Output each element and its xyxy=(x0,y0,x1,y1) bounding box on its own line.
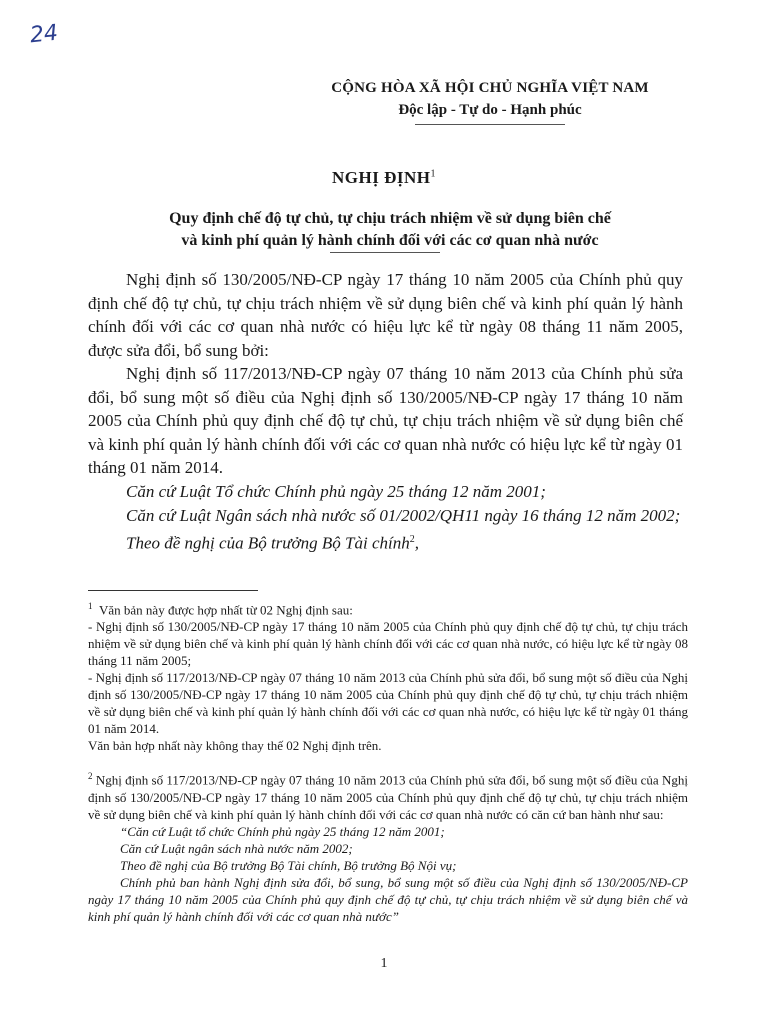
preamble-paragraph-2: Nghị định số 117/2013/NĐ-CP ngày 07 tháng 10 năm 2013 của Chính phủ sửa đổi, bổ sung một số điều của Nghị định số 130/2005/NĐ-CP ngày 17 tháng 10 năm 2005 của Chính phủ quy định chế độ tự chủ, tự chịu trách nhiệm về sử dụng biên chế và kinh phí quản lý hành chính đối với các cơ quan nhà nước có hiệu lực kể từ ngày 01 tháng 01 năm 2014. xyxy=(88,364,683,477)
republic-name: CỘNG HÒA XÃ HỘI CHỦ NGHĨA VIỆT NAM xyxy=(331,80,649,96)
footnote-1-closing: Văn bản hợp nhất này không thay thế 02 Nghị định trên. xyxy=(88,738,382,754)
document-subject xyxy=(90,208,690,252)
preamble xyxy=(88,268,683,480)
page-number: 1 xyxy=(380,956,388,971)
footnote-2-marker: 2 xyxy=(88,771,93,782)
legal-basis-line-3-text: Theo đề nghị của Bộ trưởng Bộ Tài chính xyxy=(126,533,410,553)
footnote-2 xyxy=(88,768,688,924)
legal-basis-line-3-tail: , xyxy=(414,533,419,553)
footnote-1-item-2: - Nghị định số 117/2013/NĐ-CP ngày 07 tháng 10 năm 2013 của Chính phủ sửa đổi, bổ sung một số điều của Nghị định số 130/2005/NĐ-CP ngày 17 tháng 10 năm 2005 của Chính phủ quy định chế độ tự chủ, tự chịu trách nhiệm về sử dụng biên chế và kinh phí quản lý hành chính đối với các cơ quan nhà nước, có hiệu lực kể từ ngày 01 tháng 01 năm 2014. xyxy=(88,670,688,737)
legal-basis-line-3 xyxy=(88,528,683,556)
handwritten-page-note: 24 xyxy=(28,20,60,49)
document-type-label: NGHỊ ĐỊNH xyxy=(332,168,431,187)
subject-line-1: Quy định chế độ tự chủ, tự chịu trách nhiệm về sử dụng biên chế xyxy=(169,210,611,227)
footnote-ref-1: 1 xyxy=(430,168,436,180)
subject-line-2: và kinh phí quản lý hành chính đối với các cơ quan nhà nước xyxy=(181,232,599,249)
footnote-2-quote-2: Căn cứ Luật ngân sách nhà nước năm 2002; xyxy=(120,840,353,856)
footnote-1-marker: 1 xyxy=(88,601,93,611)
subject-underline xyxy=(330,252,440,253)
legal-basis-line-2: Căn cứ Luật Ngân sách nhà nước số 01/2002/QH11 ngày 16 tháng 12 năm 2002; xyxy=(126,506,681,525)
footnote-separator xyxy=(88,590,258,591)
document-type-title xyxy=(0,168,768,188)
national-motto: Độc lập - Tự do - Hạnh phúc xyxy=(398,102,582,118)
footnote-2-quote-4: Chính phủ ban hành Nghị định sửa đổi, bổ sung, bổ sung một số điều của Nghị định số 130/2005/NĐ-CP ngày 17 tháng 10 năm 2005 của Chính phủ quy định chế độ tự chủ, tự chịu trách nhiệm về sử dụng biên chế và kinh phí quản lý hành chính đối với các cơ quan nhà nước” xyxy=(88,874,688,924)
legal-basis-line-1: Căn cứ Luật Tổ chức Chính phủ ngày 25 tháng 12 năm 2001; xyxy=(126,482,546,501)
footnotes xyxy=(88,598,688,939)
legal-basis xyxy=(88,480,683,556)
footnote-1-intro-text: Văn bản này được hợp nhất từ 02 Nghị định sau: xyxy=(99,602,353,618)
footnote-1 xyxy=(88,598,688,754)
footnote-ref-2: 2 xyxy=(409,534,415,545)
footnote-1-item-1: - Nghị định số 130/2005/NĐ-CP ngày 17 tháng 10 năm 2005 của Chính phủ quy định chế độ tự chủ, tự chịu trách nhiệm về sử dụng biên chế và kinh phí quản lý hành chính đối với các cơ quan nhà nước, có hiệu lực kể từ ngày 08 tháng 11 năm 2005; xyxy=(88,619,688,669)
footnote-2-quote-3: Theo đề nghị của Bộ trưởng Bộ Tài chính, Bộ trưởng Bộ Nội vụ; xyxy=(120,857,457,873)
preamble-paragraph-1: Nghị định số 130/2005/NĐ-CP ngày 17 tháng 10 năm 2005 của Chính phủ quy định chế độ tự chủ, tự chịu trách nhiệm về sử dụng biên chế và kinh phí quản lý hành chính đối với các cơ quan nhà nước có hiệu lực kể từ ngày 08 tháng 11 năm 2005, được sửa đổi, bổ sung bởi: xyxy=(88,270,683,360)
motto-underline xyxy=(415,124,565,125)
footnote-2-intro xyxy=(88,768,688,822)
footnote-2-quote-1: “Căn cứ Luật tổ chức Chính phủ ngày 25 tháng 12 năm 2001; xyxy=(120,823,445,839)
footnote-1-intro xyxy=(88,598,688,618)
national-header xyxy=(300,80,680,125)
footnote-2-intro-text: Nghị định số 117/2013/NĐ-CP ngày 07 tháng 10 năm 2013 của Chính phủ sửa đổi, bổ sung một số điều của Nghị định số 130/2005/NĐ-CP ngày 17 tháng 10 năm 2005 của Chính phủ quy định chế độ tự chủ, tự chịu trách nhiệm về sử dụng biên chế và kinh phí quản lý hành chính đối với các cơ quan nhà nước có căn cứ ban hành như sau: xyxy=(88,772,689,822)
